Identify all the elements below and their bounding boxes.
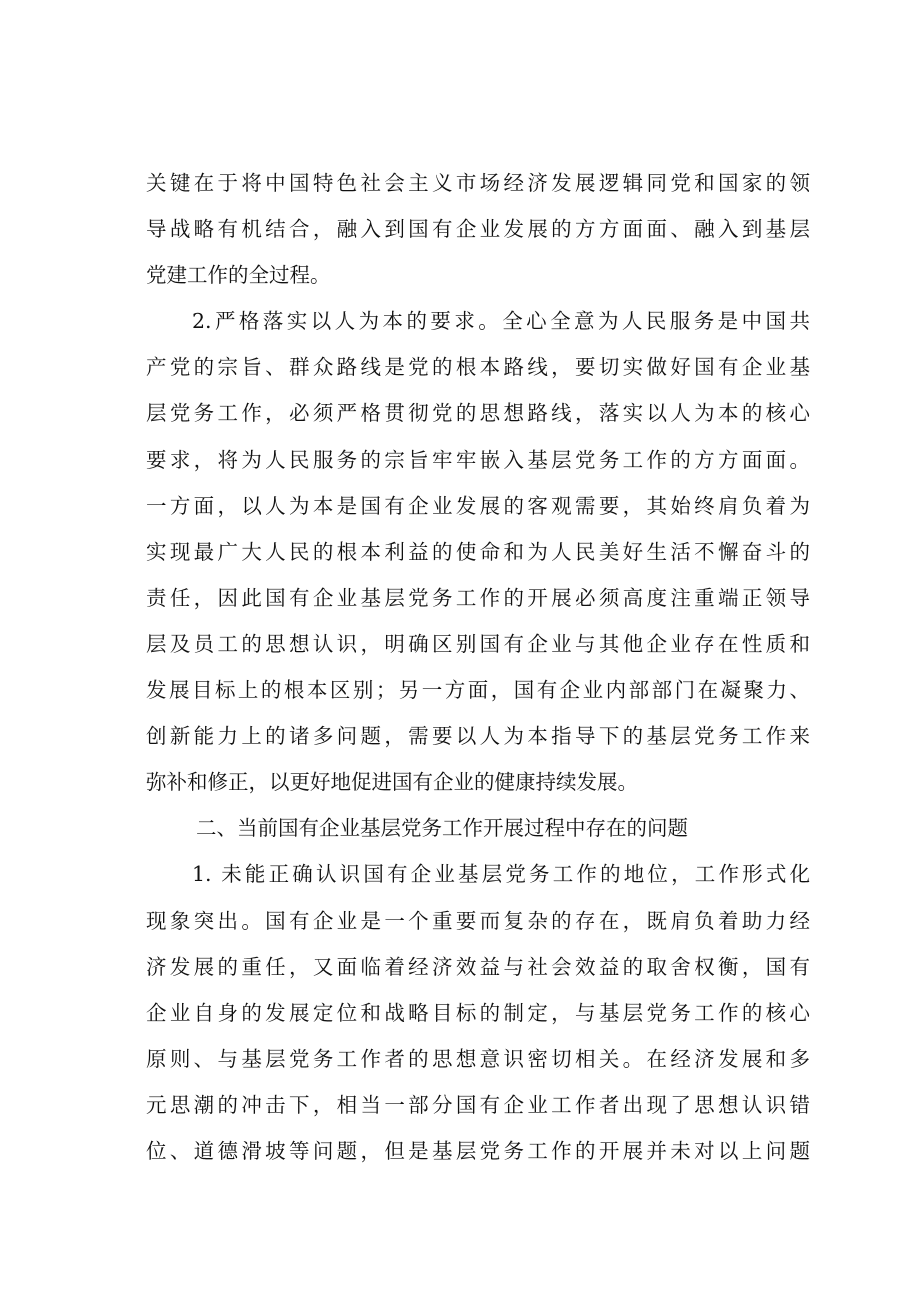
text-line: 责任，因此国有企业基层党务工作的开展必须高度注重端正领导 — [146, 585, 810, 610]
text-line: 导战略有机结合，融入到国有企业发展的方方面面、融入到基层 — [146, 217, 810, 242]
section-heading: 二、当前国有企业基层党务工作开展过程中存在的问题 — [196, 816, 688, 841]
text-line: 位、道德滑坡等问题，但是基层党务工作的开展并未对以上问题 — [146, 1138, 810, 1163]
paragraph-start-line: 2.严格落实以人为本的要求。全心全意为人民服务是中国共 — [192, 309, 810, 334]
paragraph-start-line: 1. 未能正确认识国有企业基层党务工作的地位，工作形式化 — [192, 862, 810, 887]
text-line: 济发展的重任，又面临着经济效益与社会效益的取舍权衡，国有 — [146, 954, 810, 979]
text-line: 党建工作的全过程。 — [146, 263, 331, 288]
text-line: 要求，将为人民服务的宗旨牢牢嵌入基层党务工作的方方面面。 — [146, 447, 810, 472]
text-line: 企业自身的发展定位和战略目标的制定，与基层党务工作的核心 — [146, 1000, 810, 1025]
text-line: 层党务工作，必须严格贯彻党的思想路线，落实以人为本的核心 — [146, 401, 810, 426]
text-line: 创新能力上的诸多问题，需要以人为本指导下的基层党务工作来 — [146, 724, 810, 749]
text-line: 元思潮的冲击下，相当一部分国有企业工作者出现了思想认识错 — [146, 1092, 810, 1117]
text-line: 产党的宗旨、群众路线是党的根本路线，要切实做好国有企业基 — [146, 355, 810, 380]
text-line: 弥补和修正，以更好地促进国有企业的健康持续发展。 — [146, 770, 638, 795]
body-text — [146, 160, 810, 1174]
text-line: 实现最广大人民的根本利益的使命和为人民美好生活不懈奋斗的 — [146, 539, 810, 564]
text-line: 一方面，以人为本是国有企业发展的客观需要，其始终肩负着为 — [146, 493, 810, 518]
text-line: 层及员工的思想认识，明确区别国有企业与其他企业存在性质和 — [146, 631, 810, 656]
text-line: 关键在于将中国特色社会主义市场经济发展逻辑同党和国家的领 — [146, 171, 810, 195]
text-line: 现象突出。国有企业是一个重要而复杂的存在，既肩负着助力经 — [146, 908, 810, 933]
text-line: 原则、与基层党务工作者的思想意识密切相关。在经济发展和多 — [146, 1046, 810, 1071]
text-line: 发展目标上的根本区别；另一方面，国有企业内部部门在凝聚力、 — [146, 678, 810, 703]
